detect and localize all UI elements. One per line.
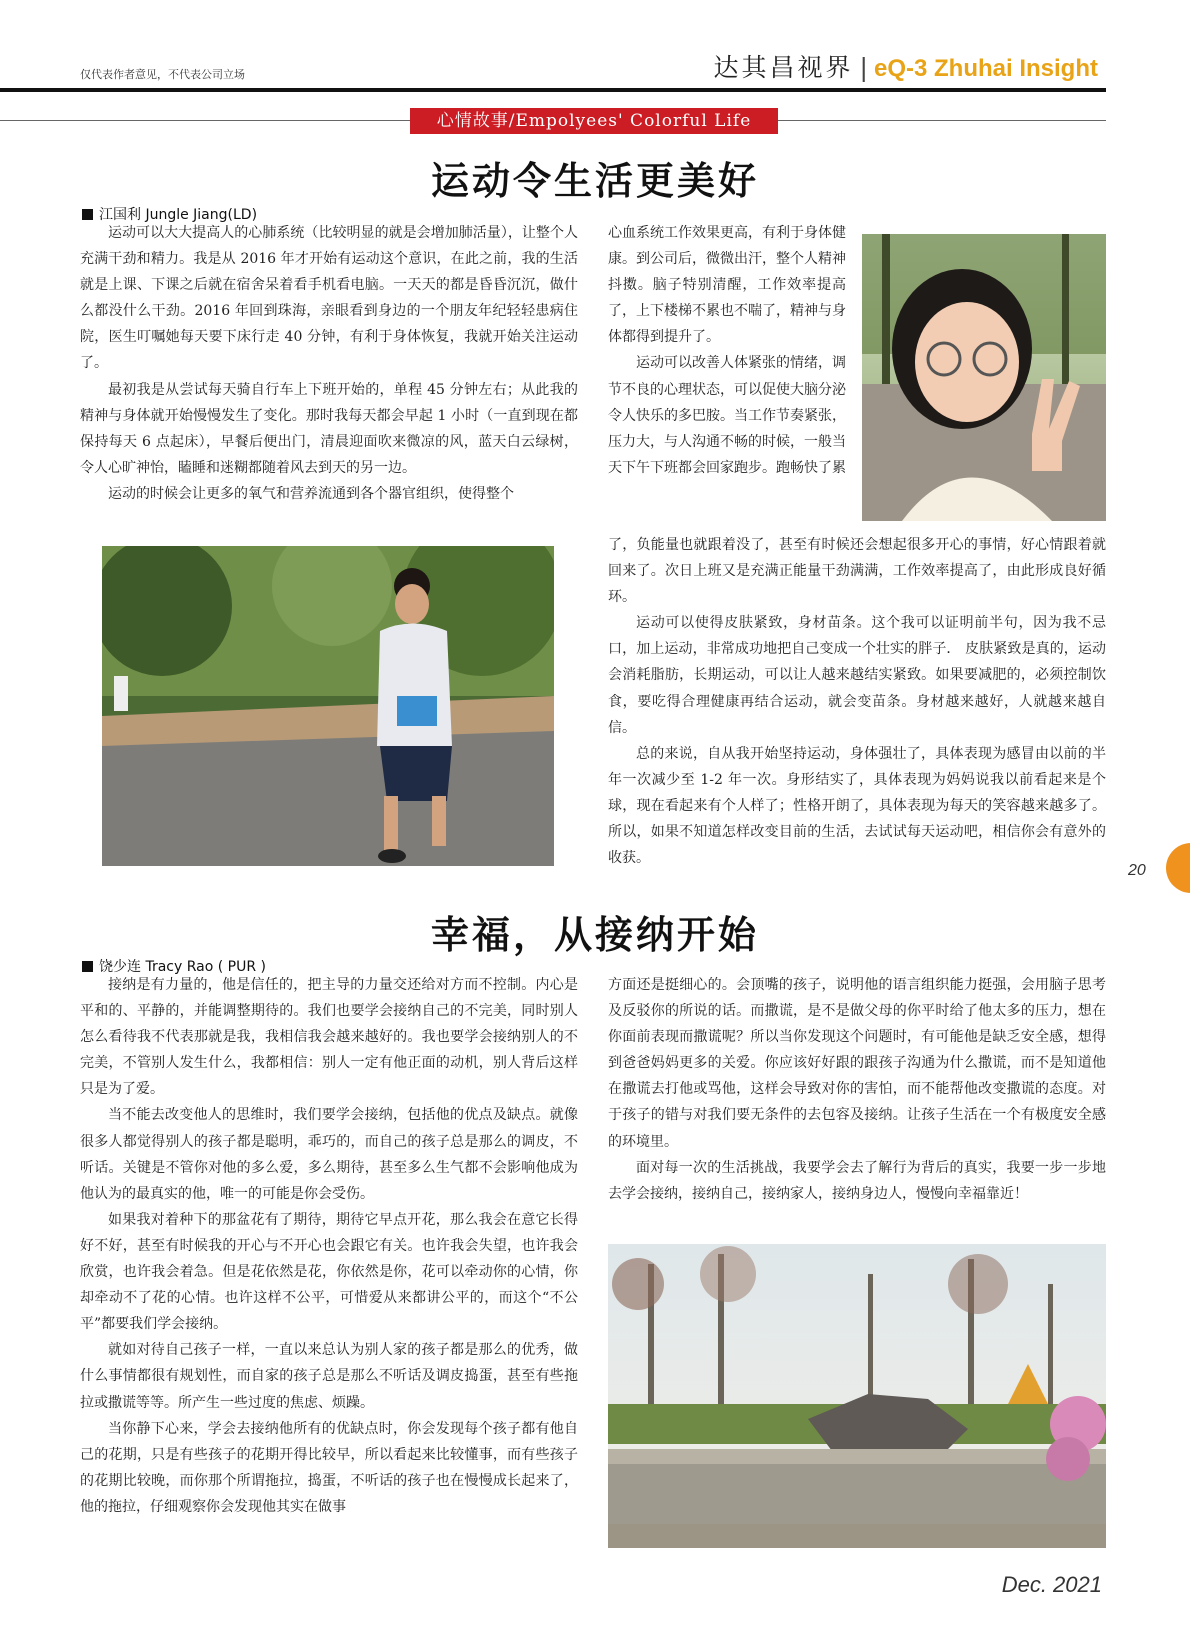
paragraph: 运动可以大大提高人的心肺系统（比较明显的就是会增加肺活量），让整个人充满干劲和精力。我是从 2016 年才开始有运动这个意识，在此之前，我的生活就是上课、下课之后就在宿舍呆着看手机看电脑。一天天的都是昏昏沉沉，做什么都没什么干劲。2016 年回到珠海，亲眼看到身边的一个朋友年纪轻轻患病住院，医生叮嘱她每天要下床行走 40 分钟，有利于身体恢复，我就开始关注运动了。 [80, 225, 578, 372]
runner-photo [102, 546, 554, 866]
disclaimer-text: 仅代表作者意见，不代表公司立场 [80, 68, 245, 81]
magazine-brand [714, 48, 1098, 84]
brand-separator: | [859, 53, 868, 82]
paragraph: 了，负能量也就跟着没了，甚至有时候还会想起很多开心的事情，好心情跟着就回来了。次日上班又是充满正能量干劲满满，工作效率提高了，由此形成良好循环。 [608, 537, 1106, 606]
article2-column1 [80, 972, 578, 1520]
brand-chinese: 达其昌视界 [713, 53, 854, 82]
paragraph: 运动的时候会让更多的氧气和营养流通到各个器官组织，使得整个 [108, 485, 514, 502]
article2-column2 [608, 972, 1106, 1207]
paragraph: 运动可以使得皮肤紧致，身材苗条。这个我可以证明前半句，因为我不忌口，加上运动，非常成功地把自己变成一个壮实的胖子． 皮肤紧致是真的，运动会消耗脂肪，长期运动，可以让人越来越结实紧致。如果要减肥的，必须控制饮食，要吃得合理健康再结合运动，就会变苗条。身材越来越好，人就越来越自信。 [608, 615, 1106, 736]
page-number: 20 [1128, 862, 1146, 879]
article2-title: 幸福，从接纳开始 [430, 912, 759, 957]
paragraph: 如果我对着种下的那盆花有了期待，期待它早点开花，那么我会在意它长得好不好，甚至有时候我的开心与不开心也会跟它有关。也许我会失望，也许我会欣赏，也许我会着急。但是花依然是花，你依然是你，花可以牵动你的心情，你却牵动不了花的心情。也许这样不公平，可惜爱从来都讲公平的，而这个“不公平”都要我们学会接纳。 [80, 1211, 578, 1333]
page-tab-marker [1166, 843, 1190, 893]
section-tag: 心情故事/Empolyees' Colorful Life [410, 108, 778, 134]
issue-date: Dec. 2021 [1001, 1572, 1102, 1597]
article1-column2-top [608, 220, 846, 481]
paragraph: 面对每一次的生活挑战，我要学会去了解行为背后的真实，我要一步一步地去学会接纳，接纳自己，接纳家人，接纳身边人，慢慢向幸福靠近！ [608, 1159, 1106, 1202]
article1-author: 江国利 Jungle Jiang(LD) [99, 207, 258, 223]
paragraph: 运动可以改善人体紧张的情绪，调节不良的心理状态，可以促使大脑分泌令人快乐的多巴胺。当工作节奏紧张，压力大，与人沟通不畅的时候，一般当天下午下班都会回家跑步。跑畅快了累 [608, 355, 846, 476]
article1-column1 [80, 220, 578, 507]
article1-title: 运动令生活更美好 [430, 158, 759, 203]
paragraph: 总的来说，自从我开始坚持运动，身体强壮了，具体表现为感冒由以前的半年一次减少至 1-2 年一次。身形结实了，具体表现为妈妈说我以前看起来是个球，现在看起来有个人样了；性格开朗了，具体表现为每天的笑容越来越多了。所以，如果不知道怎样改变目前的生活，去试试每天运动吧，相信你会有意外的收获。 [608, 745, 1106, 867]
byline-square-icon [82, 961, 93, 972]
portrait-photo [862, 234, 1106, 521]
paragraph: 心血系统工作效果更高，有利于身体健康。到公司后，微微出汗，整个人精神抖擞。脑子特别清醒，工作效率提高了，上下楼梯不累也不喘了，精神与身体都得到提升了。 [608, 225, 846, 346]
byline-square-icon [82, 209, 93, 220]
header-rule [0, 88, 1106, 92]
paragraph: 当不能去改变他人的思维时，我们要学会接纳，包括他的优点及缺点。就像很多人都觉得别人的孩子都是聪明，乖巧的，而自己的孩子总是那么的调皮，不听话。关键是不管你对他的多么爱，多么期待，甚至多么生气都不会影响他成为他认为的最真实的他，唯一的可能是你会受伤。 [80, 1107, 578, 1202]
brand-english: eQ-3 Zhuhai Insight [873, 55, 1098, 82]
garden-photo [608, 1244, 1106, 1548]
article2-author: 饶少连 Tracy Rao ( PUR ) [99, 959, 266, 975]
paragraph: 最初我是从尝试每天骑自行车上下班开始的，单程 45 分钟左右；从此我的精神与身体就开始慢慢发生了变化。那时我每天都会早起 1 小时（一直到现在都保持每天 6 点起床），早餐后便出门，清晨迎面吹来微凉的风，蓝天白云绿树，令人心旷神怡，瞌睡和迷糊都随着风去到天的另一边。 [80, 381, 578, 476]
paragraph: 当你静下心来，学会去接纳他所有的优缺点时，你会发现每个孩子都有他自己的花期，只是有些孩子的花期开得比较早，所以看起来比较懂事，而有些孩子的花期比较晚，而你那个所谓拖拉，捣蛋，不听话的孩子也在慢慢成长起来了，他的拖拉，仔细观察你会发现他其实在做事 [80, 1420, 578, 1515]
paragraph: 就如对待自己孩子一样，一直以来总认为别人家的孩子都是那么的优秀，做什么事情都很有规划性，而自家的孩子总是那么不听话及调皮捣蛋，甚至有些拖拉或撒谎等等。所产生一些过度的焦虑、烦躁。 [80, 1342, 578, 1411]
paragraph: 接纳是有力量的，他是信任的，把主导的力量交还给对方而不控制。内心是平和的、平静的，并能调整期待的。我们也要学会接纳自己的不完美，同时别人怎么看待我不代表那就是我，我相信我会越来越好的。我也要学会接纳别人的不完美，不管别人发生什么，我都相信：别人一定有他正面的动机，别人背后这样只是为了爱。 [80, 977, 578, 1098]
paragraph: 方面还是挺细心的。会顶嘴的孩子，说明他的语言组织能力挺强，会用脑子思考及反驳你的所说的话。而撒谎，是不是做父母的你平时给了他太多的压力，想在你面前表现而撒谎呢？所以当你发现这个问题时，有可能他是缺乏安全感，想得到爸爸妈妈更多的关爱。你应该好好跟的跟孩子沟通为什么撒谎，而不是知道他在撒谎去打他或骂他，这样会导致对你的害怕，而不能帮他改变撒谎的态度。对于孩子的错与对我们要无条件的去包容及接纳。让孩子生活在一个有极度安全感的环境里。 [608, 977, 1106, 1150]
article1-column2-bottom [608, 532, 1106, 871]
